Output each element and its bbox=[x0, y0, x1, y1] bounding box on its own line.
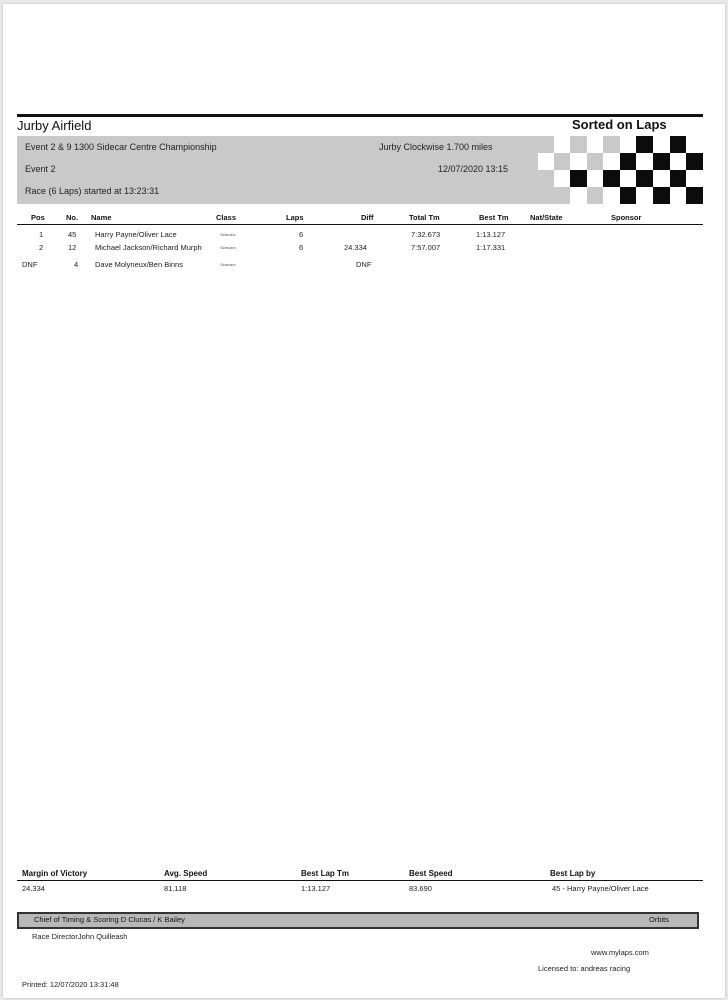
col-sponsor: Sponsor bbox=[611, 213, 642, 222]
row-pos: DNF bbox=[22, 260, 38, 269]
col-diff: Diff bbox=[361, 213, 374, 222]
row-pos: 1 bbox=[39, 230, 44, 239]
col-best-tm: Best Tm bbox=[479, 213, 509, 222]
row-class: Sidecars bbox=[220, 245, 236, 250]
best-lap-by-value: 45 - Harry Payne/Oliver Lace bbox=[552, 884, 649, 893]
row-best-tm: 1:17.331 bbox=[476, 243, 506, 252]
row-diff: 24.334 bbox=[344, 243, 367, 252]
col-total-tm: Total Tm bbox=[409, 213, 440, 222]
event-datetime: 12/07/2020 13:15 bbox=[438, 164, 509, 174]
best-lap-tm-label: Best Lap Tm bbox=[301, 869, 350, 878]
circuit-info: Jurby Clockwise 1.700 miles bbox=[379, 142, 493, 152]
row-diff: DNF bbox=[356, 260, 372, 269]
summary-rule bbox=[17, 880, 703, 881]
officials-bar bbox=[17, 912, 699, 929]
website: www.mylaps.com bbox=[591, 948, 649, 957]
event-banner bbox=[17, 136, 703, 204]
chief-of-timing: Chief of Timing & Scoring D Clucas / K Bailey bbox=[34, 915, 185, 924]
printed-timestamp: Printed: 12/07/2020 13:31:48 bbox=[22, 980, 119, 989]
row-best-tm: 1:13.127 bbox=[476, 230, 506, 239]
race-director: Race DirectorJohn Quilleash bbox=[32, 932, 128, 941]
row-name: Michael Jackson/Richard Murph bbox=[95, 243, 202, 252]
row-class: Sidecars bbox=[220, 262, 236, 267]
row-total-tm: 7:32.673 bbox=[411, 230, 441, 239]
col-name: Name bbox=[91, 213, 112, 222]
best-lap-by-label: Best Lap by bbox=[550, 869, 596, 878]
best-speed-value: 83.690 bbox=[409, 884, 432, 893]
col-laps: Laps bbox=[286, 213, 304, 222]
row-laps: 6 bbox=[299, 230, 304, 239]
row-no: 4 bbox=[74, 260, 79, 269]
row-class: Sidecars bbox=[220, 232, 236, 237]
event-name: Event 2 bbox=[25, 164, 56, 174]
row-laps: 6 bbox=[299, 243, 304, 252]
row-name: Harry Payne/Oliver Lace bbox=[95, 230, 177, 239]
avg-speed-value: 81.118 bbox=[164, 884, 187, 893]
margin-label: Margin of Victory bbox=[22, 869, 88, 878]
row-pos: 2 bbox=[39, 243, 44, 252]
col-no: No. bbox=[66, 213, 79, 222]
race-info: Race (6 Laps) started at 13:23:31 bbox=[25, 186, 160, 196]
row-name: Dave Molyneux/Ben Binns bbox=[95, 260, 183, 269]
col-class: Class bbox=[216, 213, 237, 222]
row-total-tm: 7:57.007 bbox=[411, 243, 441, 252]
event-title: Event 2 & 9 1300 Sidecar Centre Championship bbox=[25, 142, 217, 152]
sort-label: Sorted on Laps bbox=[572, 117, 667, 132]
table-header-rule bbox=[17, 224, 703, 225]
venue-title: Jurby Airfield bbox=[17, 118, 92, 133]
row-no: 45 bbox=[68, 230, 77, 239]
row-no: 12 bbox=[68, 243, 77, 252]
col-pos: Pos bbox=[31, 213, 45, 222]
licensed-to: Licensed to: andreas racing bbox=[538, 964, 631, 973]
margin-value: 24.334 bbox=[22, 884, 45, 893]
best-speed-label: Best Speed bbox=[409, 869, 453, 878]
best-lap-tm-value: 1:13.127 bbox=[301, 884, 331, 893]
avg-speed-label: Avg. Speed bbox=[164, 869, 208, 878]
checkered-flag-icon bbox=[538, 136, 703, 204]
col-nat-state: Nat/State bbox=[530, 213, 563, 222]
orbits-label: Orbits bbox=[649, 915, 670, 924]
